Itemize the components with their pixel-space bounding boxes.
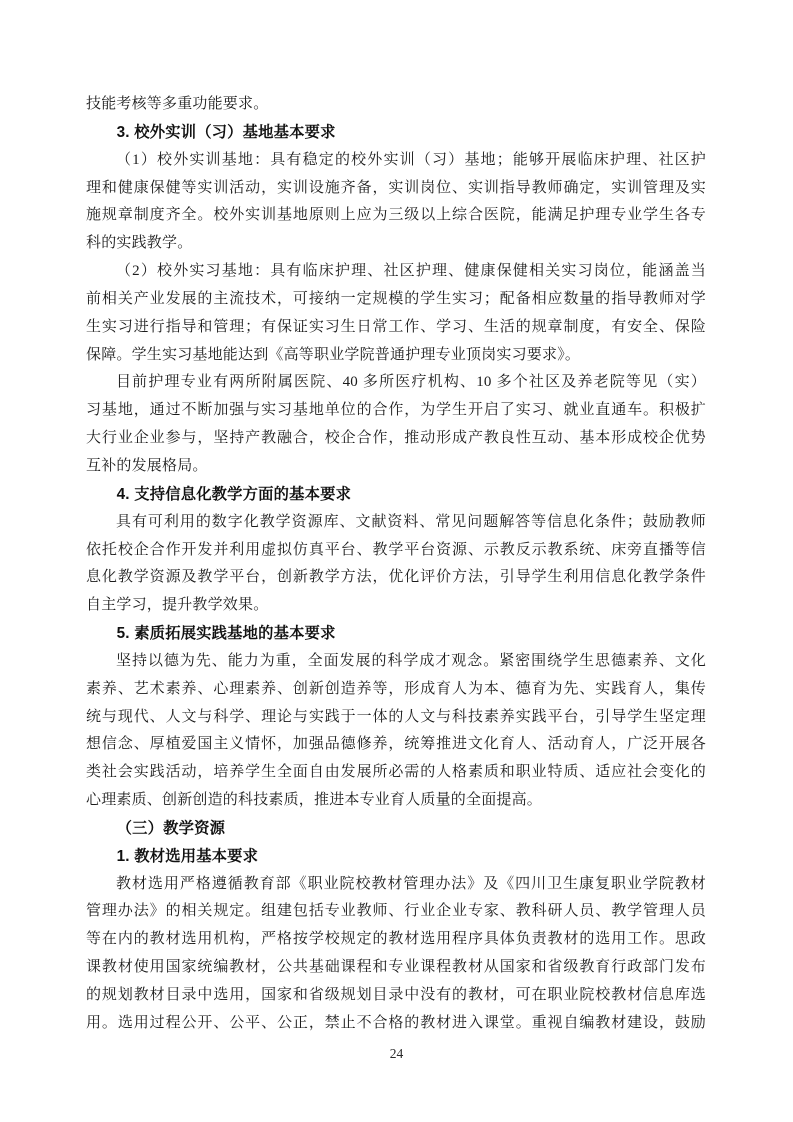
text-line: （1）校外实训基地：具有稳定的校外实训（习）基地；能够开展临床护理、社区护 (116, 151, 706, 168)
text-line: 想信念、厚植爱国主义情怀，加强品德修养，统筹推进文化育人、活动育人，广泛开展各 (86, 736, 706, 753)
text-line: 大行业企业参与，坚持产教融合，校企合作，推动形成产教良性互动、基本形成校企优势 (86, 430, 706, 447)
text-line: 互补的发展格局。 (86, 457, 208, 474)
text-line: （2）校外实习基地：具有临床护理、社区护理、健康保健相关实习岗位，能涵盖当 (116, 263, 706, 280)
text-line: 素养、艺术素养、心理素养、创新创造养等，形成育人为本、德育为先、实践育人，集传 (86, 680, 706, 697)
text-line: 生实习进行指导和管理；有保证实习生日常工作、学习、生活的规章制度，有安全、保险 (86, 318, 706, 335)
text-line: 统与现代、人文与科学、理论与实践于一体的人文与科技素养实践平台，引导学生坚定理 (86, 708, 706, 725)
text-line: 的规划教材目录中选用，国家和省级规划目录中没有的教材，可在职业院校教材信息库选 (86, 987, 706, 1003)
text-line: 前相关产业发展的主流技术，可接纳一定规模的学生实习；配备相应数量的指导教师对学 (86, 290, 706, 307)
text-line: 课教材使用国家统编教材，公共基础课程和专业课程教材从国家和省级教育行政部门发布 (86, 959, 706, 976)
section-heading: 1. 教材选用基本要求 (116, 847, 259, 865)
text-line: 类社会实践活动，培养学生全面自由发展所必需的人格素质和职业特质、适应社会变化的 (86, 764, 706, 781)
section-heading: 4. 支持信息化教学方面的基本要求 (116, 485, 352, 503)
text-line: 保障。学生实习基地能达到《高等职业学院普通护理专业顶岗实习要求》。 (86, 346, 581, 363)
text-line: 管理办法》的相关规定。组建包括专业教师、行业企业专家、教科研人员、教学管理人员 (86, 903, 706, 920)
text-line: 习基地，通过不断加强与实习基地单位的合作，为学生开启了实习、就业直通车。积极扩 (86, 402, 706, 419)
section-heading: （三）教学资源 (116, 819, 226, 837)
text-line: 教材选用严格遵循教育部《职业院校教材管理办法》及《四川卫生康复职业学院教材 (116, 875, 706, 892)
text-line: 心理素质、创新创造的科技素质，推进本专业育人质量的全面提高。 (86, 792, 543, 809)
text-block (86, 91, 706, 1038)
text-line: 用。选用过程公开、公平、公正，禁止不合格的教材进入课堂。重视自编教材建设，鼓励 (86, 1014, 706, 1031)
section-heading: 5. 素质拓展实践基地的基本要求 (116, 625, 336, 643)
text-line: 等在内的教材选用机构，严格按学校规定的教材选用程序具体负责教材的选用工作。思政 (86, 931, 706, 948)
text-line: 依托校企合作开发并利用虚拟仿真平台、教学平台资源、示教反示教系统、床旁直播等信 (86, 541, 706, 558)
text-line: 息化教学资源及教学平台，创新教学方法，优化评价方法，引导学生利用信息化教学条件 (86, 569, 706, 586)
section-heading: 3. 校外实训（习）基地基本要求 (116, 123, 336, 141)
text-line: 坚持以德为先、能力为重，全面发展的科学成才观念。紧密围绕学生思德素养、文化 (116, 652, 706, 669)
text-line: 科的实践教学。 (86, 235, 193, 252)
text-line: 目前护理专业有两所附属医院、40 多所医疗机构、10 多个社区及养老院等见（实） (116, 374, 706, 391)
text-line: 理和健康保健等实训活动，实训设施齐备，实训岗位、实训指导教师确定，实训管理及实 (86, 179, 706, 196)
text-line: 自主学习，提升教学效果。 (86, 597, 269, 614)
page-number: 24 (389, 1046, 404, 1061)
text-line: 技能考核等多重功能要求。 (86, 96, 269, 112)
text-line: 施规章制度齐全。校外实训基地原则上应为三级以上综合医院，能满足护理专业学生各专 (86, 207, 706, 224)
text-line: 具有可利用的数字化教学资源库、文献资料、常见问题解答等信息化条件；鼓励教师 (116, 513, 706, 530)
